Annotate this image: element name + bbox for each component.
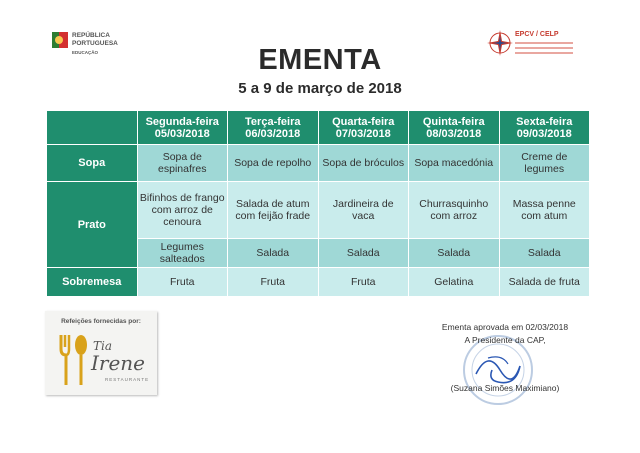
day-date: 08/03/2018 [426, 127, 482, 140]
day-header-wed [318, 111, 409, 145]
day-date: 07/03/2018 [335, 127, 391, 140]
dessert-cell-tue: Fruta [228, 268, 319, 297]
caterer-label: Refeições fornecidas por: [61, 318, 141, 325]
day-header-fri [499, 111, 590, 145]
approval-role: A Presidente da CAP, [464, 335, 546, 345]
day-date: 09/03/2018 [516, 127, 572, 140]
caterer-badge [45, 311, 157, 395]
dessert-cell-fri: Salada de fruta [499, 268, 590, 297]
day-name: Quinta-feira [422, 115, 485, 128]
caterer-name-line-1: Tia [93, 339, 112, 353]
side-cell-thu: Salada [409, 239, 500, 268]
row-label-dessert: Sobremesa [47, 268, 138, 297]
main-cell-thu: Churrasquinho com arroz [409, 182, 500, 239]
approval-date: Ementa aprovada em 02/03/2018 [441, 322, 569, 332]
days-header-row [47, 111, 590, 145]
soup-cell-thu: Sopa macedónia [409, 145, 500, 182]
fork-spoon-icon [55, 331, 91, 389]
corner-cell [47, 111, 138, 145]
side-cell-mon: Legumes salteados [137, 239, 228, 268]
day-date: 05/03/2018 [154, 127, 210, 140]
soup-cell-fri: Creme de legumes [499, 145, 590, 182]
day-name: Quarta-feira [332, 115, 395, 128]
caterer-name-line-2: Irene [91, 351, 146, 375]
logo-line-1: REPÚBLICA [72, 32, 110, 39]
menu-table [46, 110, 590, 297]
dessert-cell-wed: Fruta [318, 268, 409, 297]
day-name: Terça-feira [245, 115, 301, 128]
dessert-row [47, 268, 590, 297]
side-cell-tue: Salada [228, 239, 319, 268]
soup-cell-wed: Sopa de bróculos [318, 145, 409, 182]
soup-cell-tue: Sopa de repolho [228, 145, 319, 182]
soup-cell-mon: Sopa de espinafres [137, 145, 228, 182]
school-name: EPCV / CELP [515, 31, 559, 38]
date-range: 5 a 9 de março de 2018 [238, 80, 402, 97]
approval-signatory: (Suzana Simões Maximiano) [450, 383, 560, 393]
logo-line-3: EDUCAÇÃO [72, 50, 99, 55]
day-date: 06/03/2018 [245, 127, 301, 140]
main-dish-row [47, 182, 590, 239]
side-cell-fri: Salada [499, 239, 590, 268]
soup-row [47, 145, 590, 182]
logo-line-2: PORTUGUESA [72, 39, 118, 47]
dessert-cell-thu: Gelatina [409, 268, 500, 297]
day-header-tue [228, 111, 319, 145]
side-cell-wed: Salada [318, 239, 409, 268]
main-cell-wed: Jardineira de vaca [318, 182, 409, 239]
dessert-cell-mon: Fruta [137, 268, 228, 297]
row-label-soup: Sopa [47, 145, 138, 182]
row-label-main-dish: Prato [47, 182, 138, 268]
main-cell-fri: Massa penne com atum [499, 182, 590, 239]
day-name: Sexta-feira [516, 115, 573, 128]
day-name: Segunda-feira [145, 115, 219, 128]
main-cell-mon: Bifinhos de frango com arroz de cenoura [137, 182, 228, 239]
main-cell-tue: Salada de atum com feijão frade [228, 182, 319, 239]
page-title: EMENTA [258, 44, 382, 76]
day-header-thu [409, 111, 500, 145]
caterer-name-line-3: RESTAURANTE [105, 377, 150, 382]
day-header-mon [137, 111, 228, 145]
